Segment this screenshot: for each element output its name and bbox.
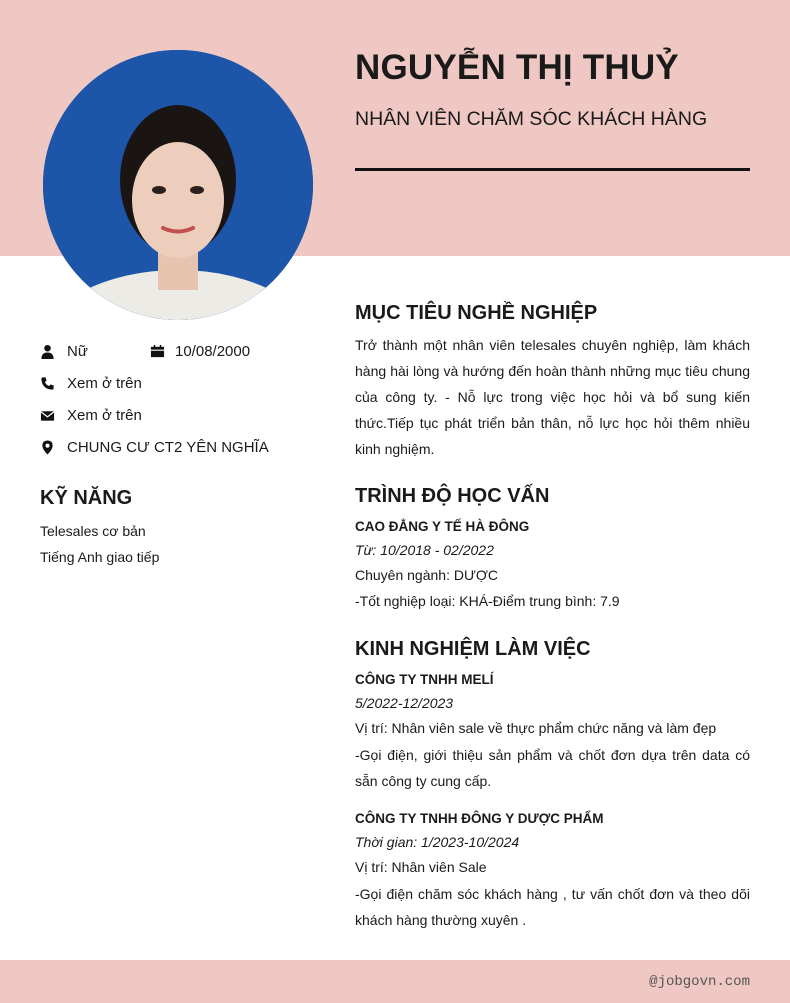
phone-value: Xem ở trên xyxy=(67,375,142,392)
profile-photo xyxy=(43,50,313,320)
job-position: Vị trí: Nhân viên sale về thực phẩm chức năng và làm đẹp xyxy=(355,720,717,736)
objective-text: Trở thành một nhân viên telesales chuyên nghiệp, làm khách hàng hài lòng và hướng đến hoàn thành những mục tiêu chung của công ty. - Nỗ lực trong việc học hỏi và bổ sung kiến thức.Tiếp tục phát triển bản thân, nỗ lực học hỏi thêm nhiều kinh nghiệm. xyxy=(355,337,750,457)
location-icon xyxy=(40,440,55,455)
gender-value: Nữ xyxy=(67,343,88,360)
email-row xyxy=(40,407,142,424)
footer-watermark: @jobgovn.com xyxy=(649,974,750,990)
education-school: CAO ĐẲNG Y TẾ HÀ ĐÔNG xyxy=(355,519,530,534)
candidate-name: NGUYỄN THỊ THUỶ xyxy=(355,48,679,87)
skill-item: Telesales cơ bản xyxy=(40,523,146,539)
title-divider xyxy=(355,168,750,171)
phone-icon xyxy=(40,376,55,391)
address-row xyxy=(40,439,269,456)
job-period: 5/2022-12/2023 xyxy=(355,695,454,711)
education-major: Chuyên ngành: DƯỢC xyxy=(355,567,499,583)
education-period: Từ: 10/2018 - 02/2022 xyxy=(355,542,494,558)
email-icon xyxy=(40,408,55,423)
skill-item: Tiếng Anh giao tiếp xyxy=(40,549,160,565)
dob-row xyxy=(150,343,250,360)
objective-heading: MỤC TIÊU NGHỀ NGHIỆP xyxy=(355,302,598,324)
address-value: CHUNG CƯ CT2 YÊN NGHĨA xyxy=(67,439,269,456)
job-company: CÔNG TY TNHH ĐÔNG Y DƯỢC PHẨM xyxy=(355,811,604,826)
education-heading: TRÌNH ĐỘ HỌC VẤN xyxy=(355,485,550,507)
calendar-icon xyxy=(150,344,165,359)
candidate-job-title: NHÂN VIÊN CHĂM SÓC KHÁCH HÀNG xyxy=(355,108,708,130)
job-description: -Gọi điện chăm sóc khách hàng , tư vấn chốt đơn và theo dõi khách hàng thường xuyên . xyxy=(355,886,750,928)
experience-heading: KINH NGHIỆM LÀM VIỆC xyxy=(355,638,591,660)
email-value: Xem ở trên xyxy=(67,407,142,424)
phone-row xyxy=(40,375,142,392)
dob-value: 10/08/2000 xyxy=(175,343,251,360)
job-company: CÔNG TY TNHH MELÍ xyxy=(355,672,494,687)
education-grade: -Tốt nghiệp loại: KHÁ-Điểm trung bình: 7.9 xyxy=(355,593,620,609)
job-description: -Gọi điện, giới thiệu sản phẩm và chốt đơn dựa trên data có sẵn công ty cung cấp. xyxy=(355,747,750,789)
job-position: Vị trí: Nhân viên Sale xyxy=(355,859,487,875)
gender-row xyxy=(40,343,88,360)
person-icon xyxy=(40,344,55,359)
job-period: Thời gian: 1/2023-10/2024 xyxy=(355,834,520,850)
skills-heading: KỸ NĂNG xyxy=(40,487,133,509)
